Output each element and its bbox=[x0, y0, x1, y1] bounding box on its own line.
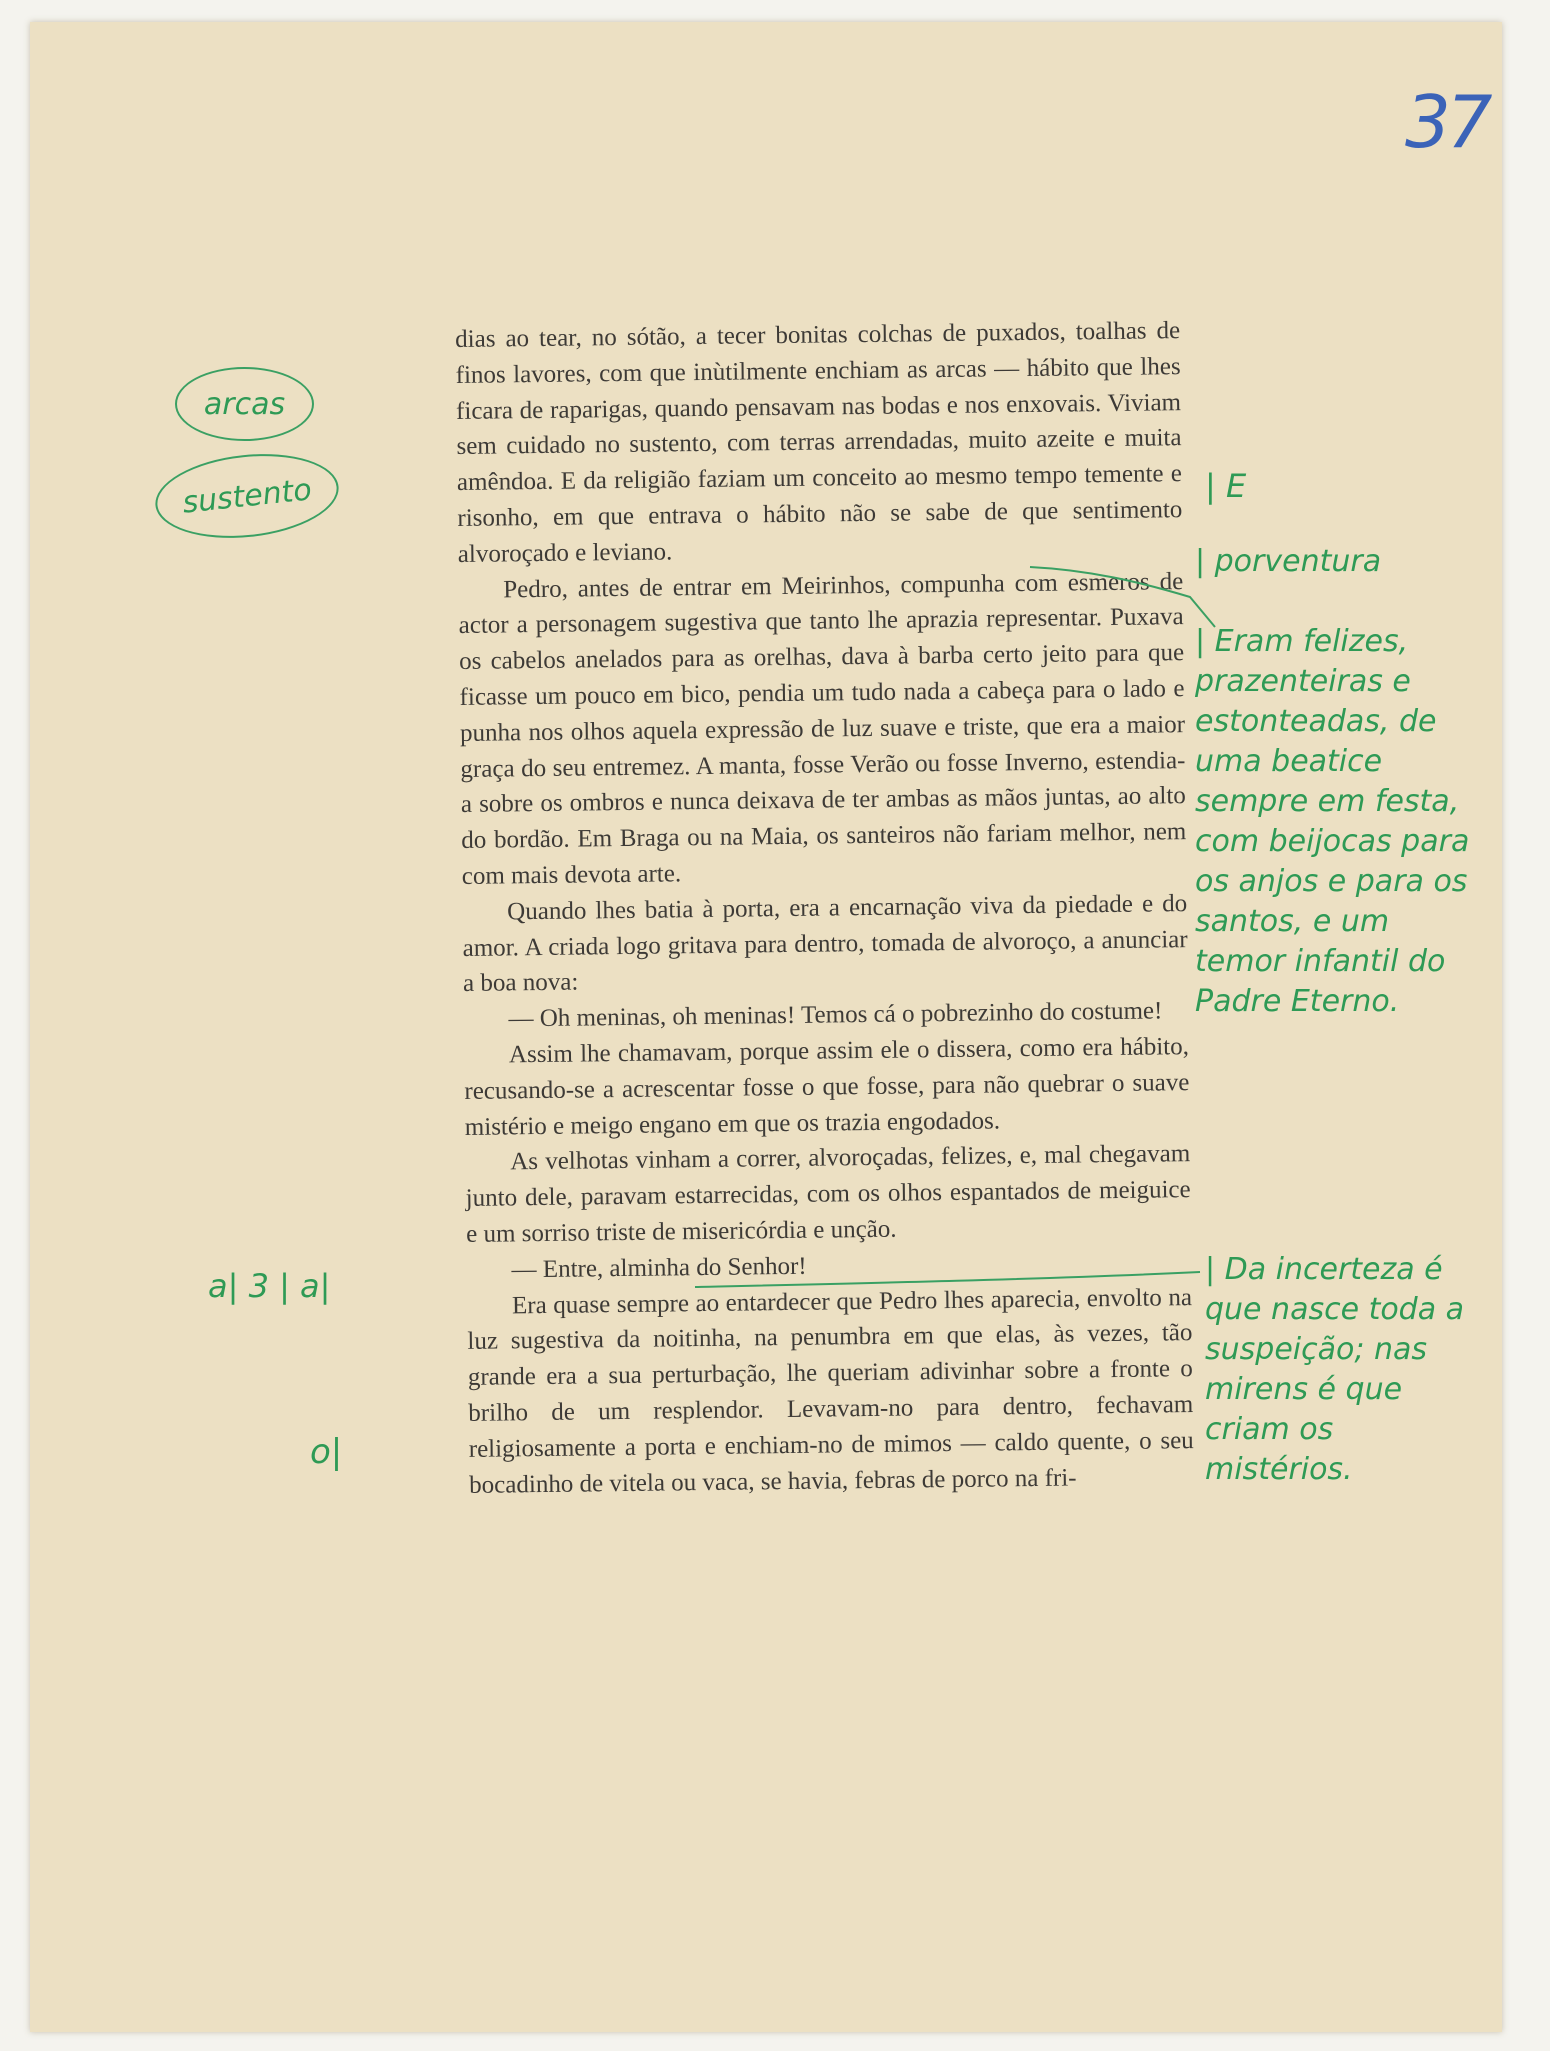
connector-line-1 bbox=[1030, 567, 1215, 627]
paragraph-4: — Oh meninas, oh meninas! Temos cá o pobrezinho do costume! bbox=[508, 997, 1163, 1033]
paragraph-5: Assim lhe chamavam, porque assim ele o dissera, como era hábito, recusando-se a acrescentar fosse o que fosse, para não quebrar o suave mistério e meigo engano em que os trazia engodados. bbox=[464, 1033, 1190, 1141]
right-mark-e: | E bbox=[1205, 467, 1247, 505]
right-note-felizes: | Eram felizes, prazenteiras e estonteadas, de uma beatice sempre em festa, com beijocas para os anjos e para os santos, e um temor infantil do Padre Eterno. bbox=[1195, 624, 1470, 1019]
left-oval-arcas-text: arcas bbox=[203, 386, 286, 422]
annotation-connector-lines bbox=[30, 22, 1502, 2032]
paragraph-2: Pedro, antes de entrar em Meirinhos, compunha com esmeros de actor a personagem sugestiva que tanto lhe aprazia representar. Puxava os cabelos anelados para as orelhas, dava à barba certo jeito para que ficasse um pouco em bico, pendia um tudo nada a cabeça para o lado e punha nos olhos aquela expressão de luz suave e triste, que era a maior graça do seu entremez. A manta, fosse Verão ou fosse Inverno, estendia-a sobre os ombros e nunca deixava de ter ambas as mãos juntas, ao alto do bordão. Em Braga ou na Maia, os santeiros não fariam melhor, nem com mais devota arte. bbox=[458, 567, 1187, 890]
manuscript-page bbox=[30, 22, 1502, 2032]
paragraph-3: Quando lhes batia à porta, era a encarnação viva da piedade e do amor. A criada logo gritava para dentro, tomada de alvoroço, a anunciar a boa nova: bbox=[462, 889, 1188, 998]
left-oval-sustento-text: sustento bbox=[180, 471, 314, 521]
paragraph-1: dias ao tear, no sótão, a tecer bonitas colchas de puxados, toalhas de finos lavores, com que inùtilmente enchiam as arcas — hábito que lhes ficara de raparigas, quando pensavam nas bodas e nos enxovais. Viviam sem cuidado no sustento, com terras arrendadas, muito azeite e muita amêndoa. E da religião faziam um conceito ao mesmo tempo temente e risonho, em que entrava o hábito não se sabe de que sentimento alvoroçado e leviano. bbox=[455, 317, 1183, 568]
right-note-incerteza: | Da incerteza é que nasce toda a suspeição; nas mirens é que criam os mistérios. bbox=[1205, 1252, 1465, 1487]
connector-line-2 bbox=[695, 1272, 1200, 1287]
page-number: 37 bbox=[1405, 80, 1489, 164]
left-margin-note-a3a: a| 3 | a| bbox=[208, 1267, 331, 1305]
paragraph-6: As velhotas vinham a correr, alvoroçadas, felizes, e, mal chegavam junto dele, paravam estarrecidas, com os olhos espantados de meiguice e um sorriso triste de misericórdia e unção. bbox=[465, 1140, 1191, 1248]
paragraph-8: Era quase sempre ao entardecer que Pedro lhes aparecia, envolto na luz sugestiva da noitinha, na penumbra em que elas, às vezes, tão grande era a sua perturbação, lhe queriam adivinhar sobre a fronte o brilho de um resplendor. Levavam-no para dentro, fechavam religiosamente a porta e enchiam-no de mimos — caldo quente, o seu bocadinho de vitela ou vaca, se havia, febras de porco na fri- bbox=[467, 1283, 1194, 1499]
left-margin-note-o: o| bbox=[310, 1432, 343, 1472]
right-mark-porventura: | porventura bbox=[1195, 544, 1382, 579]
paragraph-7: — Entre, alminha do Senhor! bbox=[511, 1252, 807, 1284]
